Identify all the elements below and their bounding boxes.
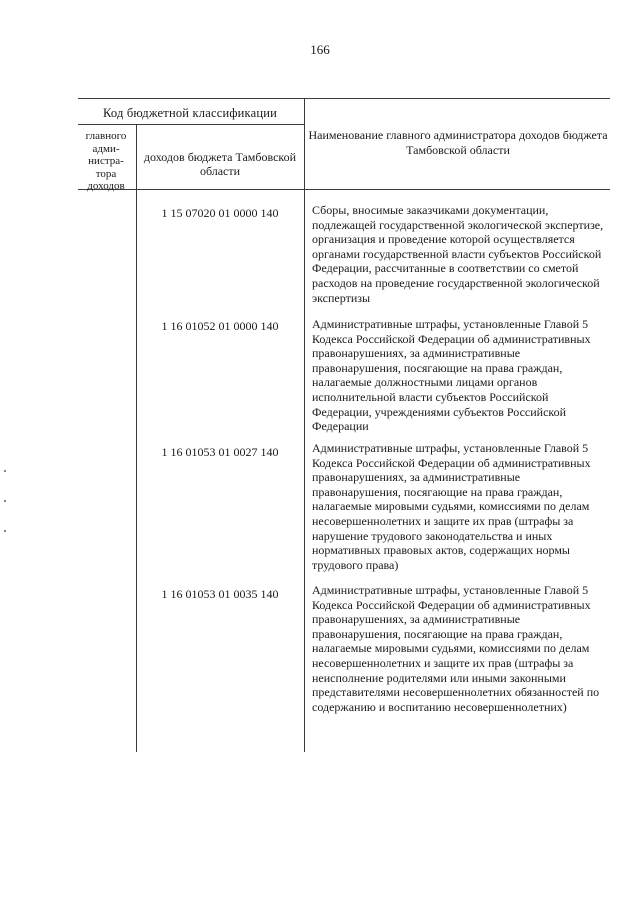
scan-mark — [4, 470, 6, 472]
row-code: 1 15 07020 01 0000 140 — [161, 206, 279, 220]
scan-mark — [4, 530, 6, 532]
row-code: 1 16 01053 01 0035 140 — [161, 587, 279, 601]
page-number: 166 — [310, 42, 330, 57]
header-admin-column: главного адми-нистра-тора доходов — [85, 130, 127, 192]
row-description: Административные штрафы, установленные Главой 5 Кодекса Российской Федерации об административных правонарушениях, за административные правонарушения, посягающие на права граждан, налагаемые должностными лицами органов исполнительной власти субъектов Российской Федерации, учреждениями субъектов Российской Федерации — [312, 317, 591, 434]
row-description: Административные штрафы, установленные Главой 5 Кодекса Российской Федерации об административных правонарушениях, за административные правонарушения, посягающие на права граждан, налагаемые мировыми судьями, комиссиями по делам несовершеннолетних и защите их прав (штрафы за неисполнение родителями или иными законными представителями несовершеннолетних обязанностей по содержанию и воспитанию несовершеннолетних) — [312, 583, 600, 714]
row-description: Административные штрафы, установленные Главой 5 Кодекса Российской Федерации об административных правонарушениях, за административные правонарушения, посягающие на права граждан, налагаемые мировыми судьями, комиссиями по делам несовершеннолетних и защите их прав (штрафы за нарушение трудового законодательства и иных нормативных правовых актов, содержащих нормы трудового права) — [312, 441, 591, 572]
table-top-rule — [78, 98, 610, 99]
row-code: 1 16 01052 01 0000 140 — [161, 319, 279, 333]
header-bottom-rule — [78, 189, 610, 190]
admin-col-divider — [136, 124, 137, 752]
row-description: Сборы, вносимые заказчиками документации, подлежащей государственной экологической экспертизе, организация и проведение которой осуществляется органами государственной власти субъектов Российской Федерации, рассчитанные в соответствии со сметой расходов на проведение государственной экологической экспертизы — [312, 203, 604, 305]
group-header-rule — [78, 124, 304, 125]
classification-table — [78, 92, 610, 752]
header-name-column: Наименование главного администратора доходов бюджета Тамбовской области — [308, 128, 608, 157]
name-col-divider — [304, 98, 305, 752]
scan-mark — [4, 500, 6, 502]
header-group-title: Код бюджетной классификации — [102, 106, 278, 120]
row-code: 1 16 01053 01 0027 140 — [161, 445, 279, 459]
header-income-column: доходов бюджета Тамбовской области — [143, 150, 297, 178]
